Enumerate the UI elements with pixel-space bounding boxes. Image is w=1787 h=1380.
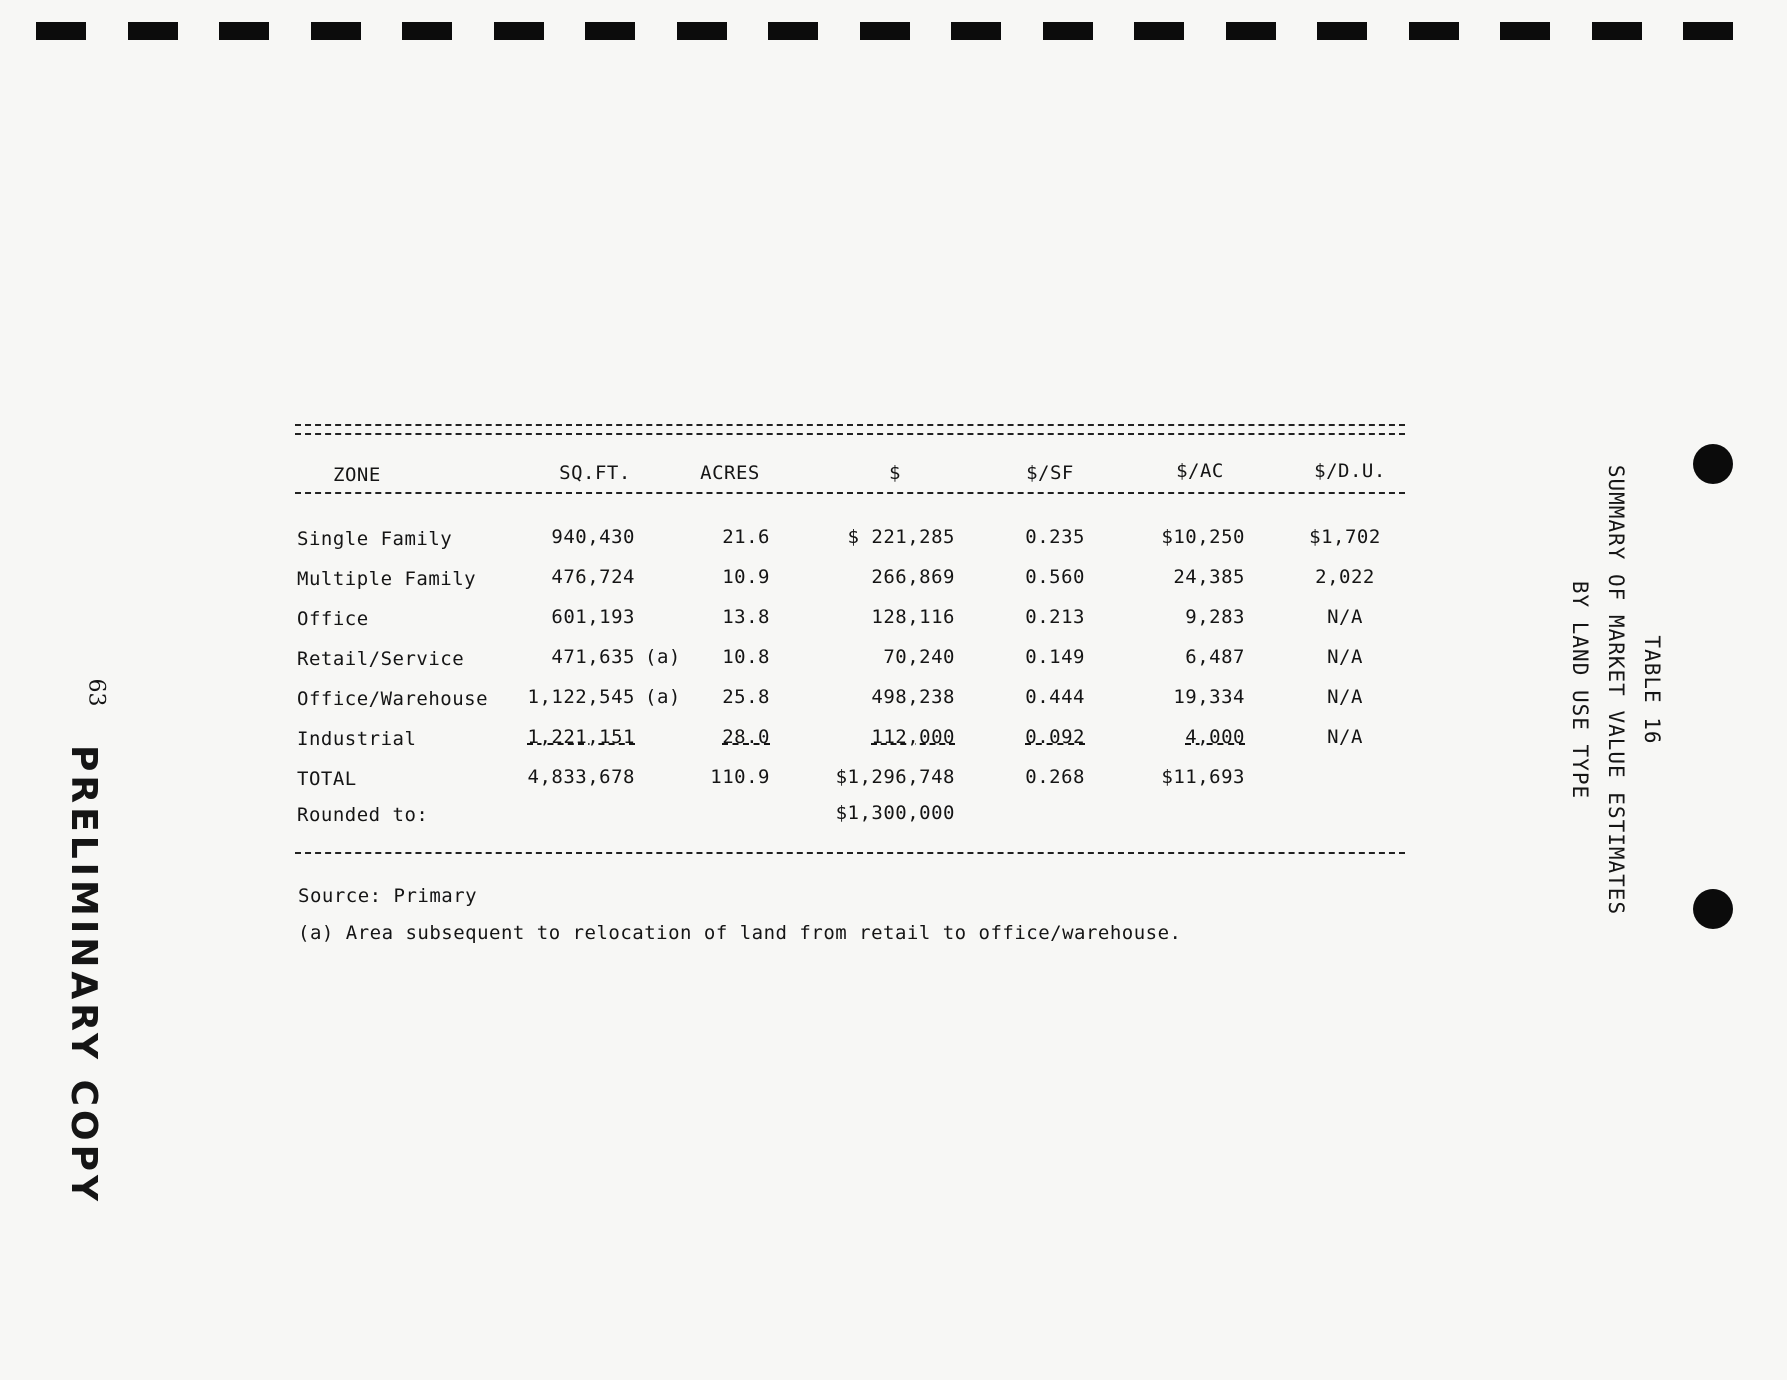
cell-per-ac: $11,693 — [1161, 766, 1245, 788]
binder-hole-top — [1693, 444, 1733, 484]
cell-dollars: 498,238 — [871, 686, 955, 708]
cell-per-du: N/A — [1327, 646, 1363, 668]
perforation-block — [1317, 22, 1367, 40]
table-bottom-rule — [295, 852, 1405, 854]
perforation-strip — [36, 22, 1736, 44]
header-rule — [295, 492, 1405, 494]
table-title-line2: BY LAND USE TYPE — [1568, 580, 1592, 800]
cell-acres: 10.9 — [722, 566, 770, 588]
source-note: Source: Primary — [298, 885, 478, 907]
cell-per-sf: 0.092 — [1025, 726, 1085, 748]
cell-dollars: 112,000 — [871, 726, 955, 748]
cell-per-du: $1,702 — [1309, 526, 1381, 548]
page-number: 63 — [83, 678, 109, 707]
perforation-block — [1043, 22, 1093, 40]
cell-per-sf: 0.444 — [1025, 686, 1085, 708]
table-top-rule — [295, 424, 1405, 435]
cell-zone: Single Family — [297, 528, 453, 550]
perforation-block — [402, 22, 452, 40]
perforation-block — [1500, 22, 1550, 40]
cell-note: (a) — [645, 686, 681, 708]
cell-acres: 28.0 — [722, 726, 770, 748]
perforation-block — [951, 22, 1001, 40]
cell-per-du: 2,022 — [1315, 566, 1375, 588]
cell-acres: 21.6 — [722, 526, 770, 548]
perforation-block — [36, 22, 86, 40]
cell-sqft: 601,193 — [551, 606, 635, 628]
cell-zone: Office/Warehouse — [297, 688, 489, 710]
cell-zone: Industrial — [297, 728, 417, 750]
cell-per-sf: 0.213 — [1025, 606, 1085, 628]
cell-dollars: $1,296,748 — [835, 766, 955, 788]
perforation-block — [585, 22, 635, 40]
header-dollars: $ — [889, 462, 901, 484]
cell-sqft: 476,724 — [551, 566, 635, 588]
cell-per-ac: 19,334 — [1173, 686, 1245, 708]
cell-per-sf: 0.235 — [1025, 526, 1085, 548]
header-acres: ACRES — [700, 462, 760, 484]
perforation-block — [677, 22, 727, 40]
perforation-block — [1592, 22, 1642, 40]
perforation-block — [1134, 22, 1184, 40]
cell-zone: Multiple Family — [297, 568, 477, 590]
cell-per-ac: $10,250 — [1161, 526, 1245, 548]
table-number: TABLE 16 — [1640, 635, 1664, 745]
cell-per-ac: 4,000 — [1185, 726, 1245, 748]
cell-per-du: N/A — [1327, 686, 1363, 708]
cell-per-sf: 0.268 — [1025, 766, 1085, 788]
perforation-block — [1226, 22, 1276, 40]
cell-dollars: $ 221,285 — [847, 526, 955, 548]
cell-per-ac: 9,283 — [1185, 606, 1245, 628]
perforation-block — [768, 22, 818, 40]
preliminary-stamp — [58, 745, 118, 1206]
perforation-block — [128, 22, 178, 40]
cell-sqft: 1,122,545 — [527, 686, 635, 708]
rounded-value: $1,300,000 — [835, 802, 955, 824]
header-per-du: $/D.U. — [1314, 460, 1386, 482]
perforation-block — [494, 22, 544, 40]
cell-acres: 25.8 — [722, 686, 770, 708]
cell-per-ac: 6,487 — [1185, 646, 1245, 668]
cell-acres: 13.8 — [722, 606, 770, 628]
cell-per-sf: 0.149 — [1025, 646, 1085, 668]
cell-acres: 10.8 — [722, 646, 770, 668]
perforation-block — [219, 22, 269, 40]
cell-acres: 110.9 — [710, 766, 770, 788]
perforation-block — [1409, 22, 1459, 40]
perforation-block — [311, 22, 361, 40]
cell-sqft: 471,635 — [551, 646, 635, 668]
table-title — [1530, 460, 1680, 920]
cell-dollars: 266,869 — [871, 566, 955, 588]
cell-sqft: 940,430 — [551, 526, 635, 548]
footnote-a: (a) Area subsequent to relocation of land from retail to office/warehouse. — [298, 922, 1182, 944]
rounded-label: Rounded to: — [297, 804, 429, 826]
cell-per-du: N/A — [1327, 606, 1363, 628]
header-per-sf: $/SF — [1026, 462, 1074, 484]
cell-per-du: N/A — [1327, 726, 1363, 748]
binder-hole-bottom — [1693, 889, 1733, 929]
cell-dollars: 128,116 — [871, 606, 955, 628]
table-title-line1: SUMMARY OF MARKET VALUE ESTIMATES — [1604, 464, 1628, 916]
perforation-block — [1683, 22, 1733, 40]
cell-note: (a) — [645, 646, 681, 668]
cell-dollars: 70,240 — [883, 646, 955, 668]
header-zone: ZONE — [333, 464, 381, 486]
perforation-block — [860, 22, 910, 40]
header-sqft: SQ.FT. — [559, 462, 631, 484]
header-per-ac: $/AC — [1176, 460, 1224, 482]
cell-zone: Office — [297, 608, 369, 630]
cell-sqft: 1,221,151 — [527, 726, 635, 748]
cell-sqft: 4,833,678 — [527, 766, 635, 788]
preliminary-stamp-text: PRELIMINARY COPY — [63, 745, 104, 1206]
cell-per-ac: 24,385 — [1173, 566, 1245, 588]
cell-zone: TOTAL — [297, 768, 357, 790]
cell-zone: Retail/Service — [297, 648, 465, 670]
cell-per-sf: 0.560 — [1025, 566, 1085, 588]
